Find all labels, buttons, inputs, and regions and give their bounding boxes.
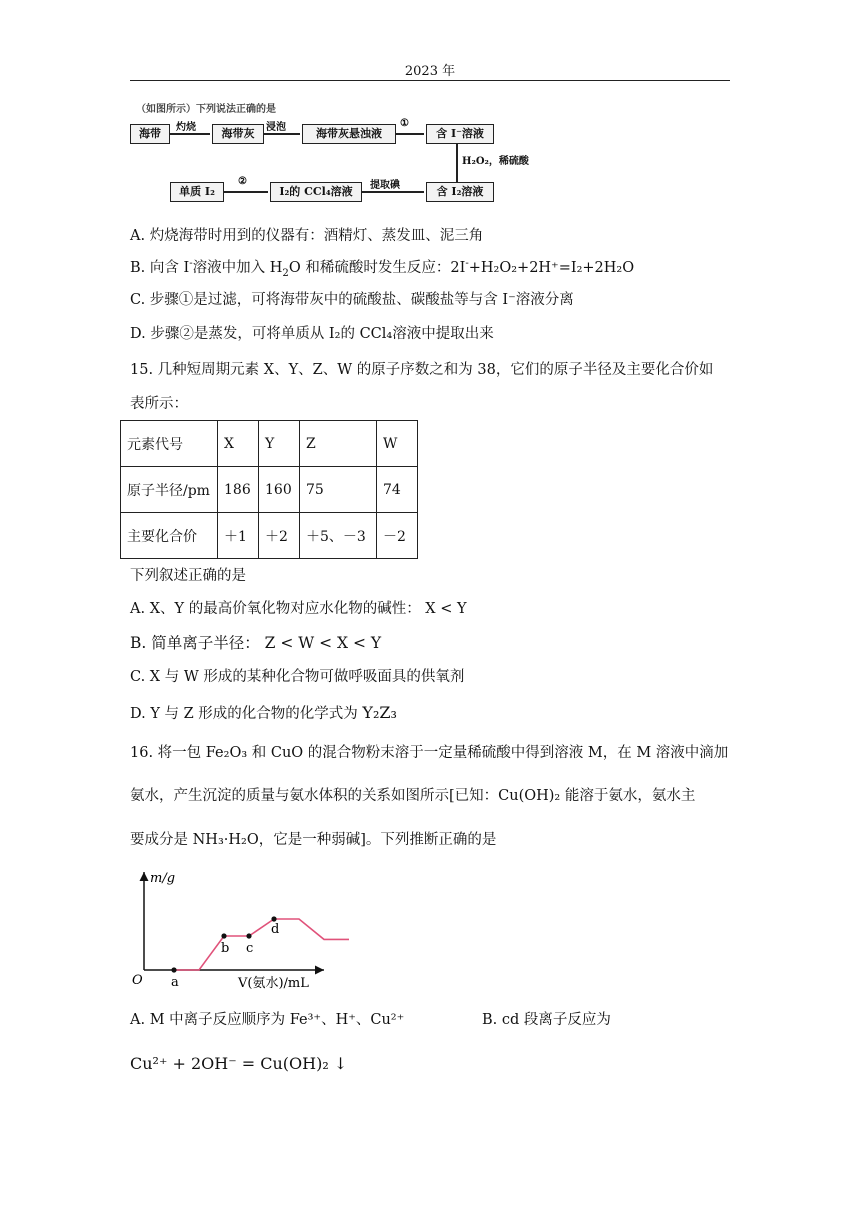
q15-option-a: A. X、Y 的最高价氧化物对应水化物的碱性： X < Y (130, 601, 467, 617)
table-cell: ＋1 (218, 513, 259, 559)
q16-option-b: B. cd 段离子反应为 (482, 1012, 611, 1028)
table-row (121, 421, 418, 467)
table-cell: Z (300, 421, 377, 467)
point-label-a: a (171, 975, 179, 990)
table-cell: 75 (300, 467, 377, 513)
q16-stem-line1: 16. 将一包 Fe₂O₃ 和 CuO 的混合物粉末溶于一定量稀硫酸中得到溶液 M，在 M 溶液中滴加 (130, 745, 729, 761)
point-label-b: b (221, 941, 230, 956)
table-cell: X (218, 421, 259, 467)
q14-option-c: C. 步骤①是过滤，可将海带灰中的硫酸盐、碳酸盐等与含 I⁻溶液分离 (130, 292, 574, 308)
q15-stem-line1: 15. 几种短周期元素 X、Y、Z、W 的原子序数之和为 38，它们的原子半径及主要化合价如 (130, 362, 714, 378)
table-cell: 186 (218, 467, 259, 513)
x-axis-label: V(氨水)/mL (238, 976, 309, 991)
q14-option-a: A. 灼烧海带时用到的仪器有：酒精灯、蒸发皿、泥三角 (130, 228, 484, 244)
precipitate-mass-chart (120, 866, 360, 994)
flow-arrow (170, 133, 210, 135)
flow-node-iodine: 单质 I₂ (170, 182, 224, 202)
flow-node-ccl4: I₂的 CCl₄溶液 (270, 182, 362, 202)
point-label-c: c (246, 941, 254, 956)
flow-node-suspension: 海带灰悬浊液 (302, 124, 396, 144)
table-cell: W (377, 421, 418, 467)
page-header: 2023 年 (130, 60, 730, 81)
element-table (120, 420, 418, 559)
q14-option-d: D. 步骤②是蒸发，可将单质从 I₂的 CCl₄溶液中提取出来 (130, 326, 494, 342)
flow-node-iodide: 含 I⁻溶液 (426, 124, 494, 144)
q16-option-b-equation: Cu²⁺ + 2OH⁻ = Cu(OH)₂ ↓ (130, 1054, 348, 1073)
data-point-c (246, 933, 251, 938)
flow-label-soak: 浸泡 (266, 122, 286, 133)
q15-option-b: B. 简单离子半径： Z < W < X < Y (130, 634, 382, 652)
flow-arrow (396, 133, 424, 135)
flow-arrow (456, 144, 458, 184)
table-cell: Y (259, 421, 300, 467)
flow-label-step1: ① (400, 118, 409, 129)
table-row (121, 467, 418, 513)
flow-label-burn: 灼烧 (176, 122, 196, 133)
flow-label-h2o2: H₂O₂，稀硫酸 (462, 156, 529, 167)
point-label-d: d (271, 922, 280, 937)
flow-node-ash: 海带灰 (212, 124, 264, 144)
q16-stem-line3: 要成分是 NH₃·H₂O，它是一种弱碱]。下列推断正确的是 (130, 832, 497, 848)
q15-option-c: C. X 与 W 形成的某种化合物可做呼吸面具的供氧剂 (130, 669, 465, 685)
q14-option-b: B. 向含 I-溶液中加入 $H_2O$ 和稀硫酸时发生反应：2I-+H₂O₂+2H⁺=I₂+2H₂O (130, 258, 635, 279)
table-cell: 74 (377, 467, 418, 513)
table-cell: 元素代号 (121, 421, 218, 467)
flow-label-step2: ② (238, 176, 247, 187)
table-cell: －2 (377, 513, 418, 559)
q15-prompt: 下列叙述正确的是 (130, 568, 246, 584)
data-point-d (271, 916, 276, 921)
table-cell: 主要化合价 (121, 513, 218, 559)
q15-stem-line2: 表所示： (130, 396, 188, 412)
series-line (174, 919, 349, 970)
flow-arrow (224, 191, 268, 193)
flowchart (130, 104, 529, 210)
table-cell: 原子半径/pm (121, 467, 218, 513)
flow-arrow (362, 191, 424, 193)
data-point-a (171, 967, 176, 972)
flow-node-iodine-solution: 含 I₂溶液 (426, 182, 494, 202)
origin-label: O (132, 973, 143, 988)
y-axis-label: m/g (150, 871, 176, 886)
flow-label-extract: 提取碘 (370, 180, 400, 191)
table-cell: ＋5、－3 (300, 513, 377, 559)
flow-node-haidai: 海带 (130, 124, 170, 144)
table-row (121, 513, 418, 559)
flow-arrow (264, 133, 300, 135)
flow-caption-top: （如图所示）下列说法正确的是 (136, 104, 276, 115)
table-cell: ＋2 (259, 513, 300, 559)
q16-stem-line2: 氨水，产生沉淀的质量与氨水体积的关系如图所示[已知：Cu(OH)₂ 能溶于氨水，氨水主 (130, 788, 696, 804)
q15-option-d: D. Y 与 Z 形成的化合物的化学式为 Y₂Z₃ (130, 703, 397, 722)
data-point-b (221, 933, 226, 938)
table-cell: 160 (259, 467, 300, 513)
q16-option-a: A. M 中离子反应顺序为 Fe³⁺、H⁺、Cu²⁺ (130, 1012, 405, 1028)
